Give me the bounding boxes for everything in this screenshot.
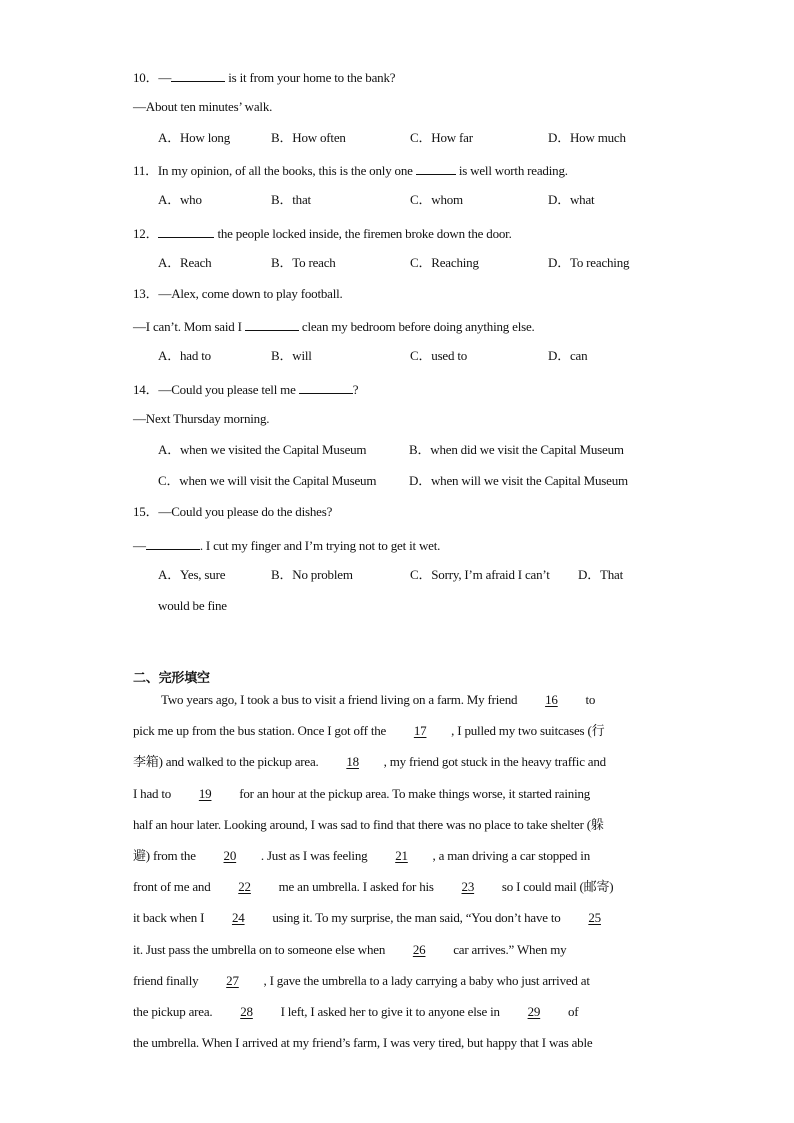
passage-line bbox=[133, 910, 626, 926]
passage-text: it. Just pass the umbrella on to someone else when bbox=[133, 941, 389, 957]
passage-text: to bbox=[582, 692, 596, 707]
option-b: B．will bbox=[271, 348, 312, 363]
passage-line bbox=[133, 942, 566, 958]
option-d: D．How much bbox=[548, 130, 626, 145]
answer-blank bbox=[299, 380, 353, 394]
question-15-stem: 15．—Could you please do the dishes? bbox=[133, 504, 333, 519]
option-b: B．when did we visit the Capital Museum bbox=[409, 442, 624, 457]
passage-text: pick me up from the bus station. Once I got off the bbox=[133, 723, 390, 739]
option-a: A．when we visited the Capital Museum bbox=[158, 442, 367, 457]
option-c: C．Reaching bbox=[410, 255, 479, 270]
passage-text: , a man driving a car stopped in bbox=[432, 848, 590, 863]
cloze-blank-number: 18 bbox=[346, 754, 359, 770]
answer-blank bbox=[171, 68, 225, 82]
passage-text: it back when I bbox=[133, 910, 208, 926]
passage-text: I left, I asked her to give it to anyone else in bbox=[277, 1004, 503, 1019]
answer-blank bbox=[158, 224, 214, 238]
option-d: D．what bbox=[548, 192, 595, 207]
answer-blank bbox=[146, 536, 200, 550]
option-b: B．No problem bbox=[271, 567, 353, 582]
option-b: B．To reach bbox=[271, 255, 336, 270]
passage-text: car arrives.” When my bbox=[450, 941, 567, 957]
passage-text: friend finally bbox=[133, 972, 202, 988]
cloze-blank-number: 26 bbox=[412, 941, 426, 957]
question-number: 13． bbox=[133, 286, 159, 301]
option-c: C．whom bbox=[410, 192, 463, 207]
passage-text: of bbox=[564, 1004, 579, 1019]
cloze-blank-number: 29 bbox=[527, 1004, 541, 1019]
option-b: B．that bbox=[271, 192, 311, 207]
cloze-blank-number: 19 bbox=[198, 785, 212, 801]
question-14-stem: 14．—Could you please tell me ? bbox=[133, 382, 359, 397]
passage-text: half an hour later. Looking around, I was sad to find that there was no place to take shelter (躲 bbox=[133, 816, 604, 832]
question-15-option-wrap: would be fine bbox=[158, 598, 227, 613]
option-d: D．That bbox=[578, 567, 624, 582]
question-15-answer: — . I cut my finger and I’m trying not to get it wet. bbox=[133, 538, 441, 553]
question-number: 15． bbox=[133, 504, 159, 519]
cloze-blank-number: 16 bbox=[545, 692, 558, 707]
option-d: D．To reaching bbox=[548, 255, 630, 270]
passage-text: , I pulled my two suitcases (行 bbox=[451, 723, 605, 739]
passage-text: front of me and bbox=[133, 879, 214, 895]
option-a: A．Reach bbox=[158, 255, 212, 270]
question-number: 10． bbox=[133, 70, 159, 85]
cloze-blank-number: 27 bbox=[226, 972, 239, 988]
passage-text: for an hour at the pickup area. To make things worse, it started raining bbox=[236, 785, 591, 801]
option-a: A．Yes, sure bbox=[158, 567, 226, 582]
question-11-stem: 11．In my opinion, of all the books, this is the only one is well worth reading. bbox=[133, 163, 568, 178]
cloze-blank-number: 24 bbox=[231, 910, 245, 926]
question-14-answer: —Next Thursday morning. bbox=[133, 411, 270, 426]
option-c: C．when we will visit the Capital Museum bbox=[158, 473, 377, 488]
passage-text: 避) from the bbox=[133, 848, 199, 863]
passage-line bbox=[133, 879, 613, 895]
passage-line bbox=[161, 692, 595, 708]
option-c: C．How far bbox=[410, 130, 473, 145]
passage-text: 李箱) and walked to the pickup area. bbox=[133, 754, 322, 770]
question-10-answer: —About ten minutes’ walk. bbox=[133, 99, 273, 114]
option-a: A．who bbox=[158, 192, 202, 207]
question-number: 11． bbox=[133, 163, 158, 178]
cloze-blank-number: 25 bbox=[588, 910, 601, 926]
passage-text: so I could mail (邮寄) bbox=[498, 879, 614, 895]
cloze-blank-number: 23 bbox=[461, 879, 475, 895]
passage-text: the umbrella. When I arrived at my friend’s farm, I was very tired, but happy that I was able bbox=[133, 1035, 593, 1051]
option-c: C．Sorry, I’m afraid I can’t bbox=[410, 567, 550, 582]
question-number: 12． bbox=[133, 226, 159, 241]
cloze-blank-number: 17 bbox=[413, 723, 427, 739]
passage-line bbox=[133, 1004, 578, 1020]
question-13-answer: —I can’t. Mom said I clean my bedroom before doing anything else. bbox=[133, 319, 535, 334]
passage-line bbox=[133, 1035, 592, 1051]
section-title: 二、完形填空 bbox=[133, 671, 210, 686]
passage-line bbox=[133, 973, 590, 989]
question-number: 14． bbox=[133, 382, 159, 397]
passage-text: me an umbrella. I asked for his bbox=[275, 879, 437, 895]
answer-blank bbox=[245, 317, 299, 331]
passage-text: , my friend got stuck in the heavy traffic and bbox=[383, 754, 606, 770]
cloze-blank-number: 21 bbox=[395, 848, 408, 863]
answer-blank bbox=[416, 161, 456, 175]
passage-line bbox=[133, 848, 590, 864]
passage-text: the pickup area. bbox=[133, 1004, 216, 1019]
question-10-stem: 10．— is it from your home to the bank? bbox=[133, 70, 396, 85]
question-13-stem: 13．—Alex, come down to play football. bbox=[133, 286, 343, 301]
question-12-stem: 12． the people locked inside, the firemen broke down the door. bbox=[133, 226, 512, 241]
passage-text: , I gave the umbrella to a lady carrying a baby who just arrived at bbox=[263, 972, 590, 988]
passage-text: using it. To my surprise, the man said, “You don’t have to bbox=[269, 910, 564, 926]
option-c: C．used to bbox=[410, 348, 468, 363]
passage-text: I had to bbox=[133, 785, 175, 801]
option-a: A．had to bbox=[158, 348, 211, 363]
cloze-blank-number: 20 bbox=[223, 848, 237, 863]
cloze-blank-number: 22 bbox=[238, 879, 251, 895]
passage-line bbox=[133, 754, 606, 770]
passage-line bbox=[133, 723, 604, 739]
option-d: D．can bbox=[548, 348, 588, 363]
passage-line bbox=[133, 786, 590, 802]
passage-text: . Just as I was feeling bbox=[260, 848, 371, 863]
cloze-blank-number: 28 bbox=[240, 1004, 253, 1019]
passage-text: Two years ago, I took a bus to visit a friend living on a farm. My friend bbox=[161, 692, 521, 707]
option-d: D．when will we visit the Capital Museum bbox=[409, 473, 628, 488]
option-a: A．How long bbox=[158, 130, 231, 145]
option-b: B．How often bbox=[271, 130, 346, 145]
passage-line bbox=[133, 817, 604, 833]
